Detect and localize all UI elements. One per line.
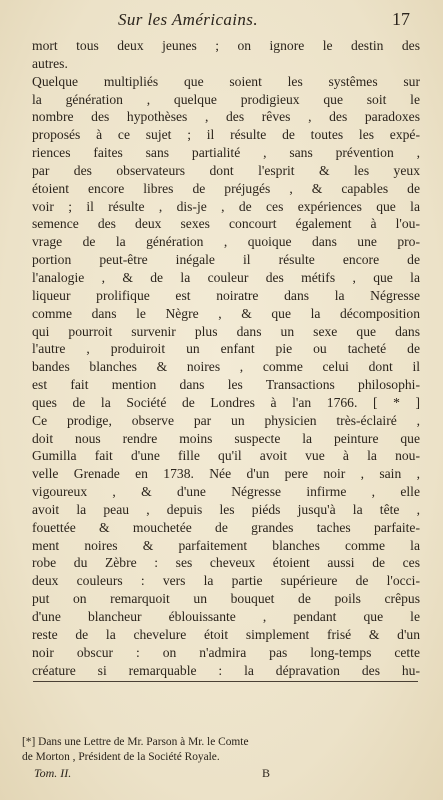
text-line: ment noires & parfaitement blanches comme la — [32, 537, 420, 553]
text-line: par des observateurs dont l'esprit & les yeux — [32, 162, 420, 178]
page-number: 17 — [392, 9, 410, 29]
text-line: l'analogie , & de la couleur des métifs , que la — [32, 269, 420, 285]
text-line: avoit la peau , depuis les piéds jusqu'à la tête , — [32, 501, 420, 517]
text-line: Quelque multipliés que soient les systêmes sur — [32, 73, 420, 89]
footnote-line: de Morton , Président de la Société Royale. — [22, 751, 220, 763]
text-line: nombre des hypothèses , des rêves , des paradoxes — [32, 109, 420, 125]
text-line: riences faites sans partialité , sans prévention , — [32, 145, 420, 161]
text-line: voir ; il résulte , dis-je , de ces expériences que la — [32, 198, 420, 214]
text-line: la génération , quelque prodigieux que soit le — [32, 91, 420, 107]
signature-mark: B — [262, 766, 271, 780]
text-line: vigoureux , & d'une Négresse infirme , elle — [32, 484, 420, 500]
running-title: Sur les Américains. — [118, 10, 258, 29]
footnote-rule — [33, 681, 418, 682]
text-line: liqueur prolifique est noiratre dans la Négresse — [32, 287, 420, 303]
signature-line — [34, 766, 394, 784]
text-line: créature si remarquable : la dépravation des hu- — [32, 662, 420, 678]
text-line: put on remarquoit un bouquet de poils crêpus — [32, 591, 420, 607]
text-line: reste de la chevelure étoit simplement frisé & d'un — [32, 626, 420, 642]
text-line: étoient encore libres de préjugés , & capables de — [32, 180, 420, 196]
text-line: velle Grenade en 1738. Née d'un pere noir , sain , — [32, 466, 420, 482]
text-line: proposés à ce sujet ; il résulte de toutes les expé- — [32, 127, 420, 143]
text-line: deux couleurs : vers la partie supérieure de l'occi- — [32, 573, 420, 589]
text-line: autres. — [32, 55, 68, 71]
footnote-line: [*] Dans une Lettre de Mr. Parson à Mr. le Comte — [22, 736, 249, 748]
body-text — [32, 37, 420, 679]
text-line: noir obscur : on n'admira pas long-temps cette — [32, 644, 420, 660]
text-line: bandes blanches & noires , comme celui dont il — [32, 359, 420, 375]
text-line: d'une blancheur éblouissante , pendant que le — [32, 609, 420, 624]
text-line: Gumilla fait d'une fille qu'il avoit vue à la nou- — [32, 448, 420, 464]
text-line: comme dans le Nègre , & que la décomposition — [32, 305, 420, 321]
text-line: vrage de la génération , quoique dans une pro- — [32, 234, 420, 250]
text-line: est fait mention dans les Transactions philosophi- — [32, 377, 420, 393]
text-line: l'autre , produiroit un enfant pie ou tacheté de — [32, 341, 420, 357]
text-line: fouettée & mouchetée de grandes taches parfaite- — [32, 519, 420, 535]
text-line: Ce prodige, observe par un physicien très-éclairé , — [32, 412, 420, 428]
text-line: robe du Zèbre : ses cheveux étoient aussi de ces — [32, 555, 420, 571]
text-line: ques de la Société de Londres à l'an 1766. [ * ] — [32, 394, 420, 410]
text-line: portion peut-être inégale il résulte encore de — [32, 252, 420, 268]
text-line: semence des deux sexes concourt également à l'ou- — [32, 216, 420, 232]
text-line: doit nous rendre moins suspecte la peinture que — [32, 430, 420, 446]
text-line: mort tous deux jeunes ; on ignore le destin des — [32, 38, 420, 53]
page-header — [30, 8, 410, 34]
footnote — [22, 735, 392, 765]
text-line: qui pourroit survenir plus dans un sexe que dans — [32, 323, 420, 339]
volume-label: Tom. II. — [34, 766, 72, 780]
